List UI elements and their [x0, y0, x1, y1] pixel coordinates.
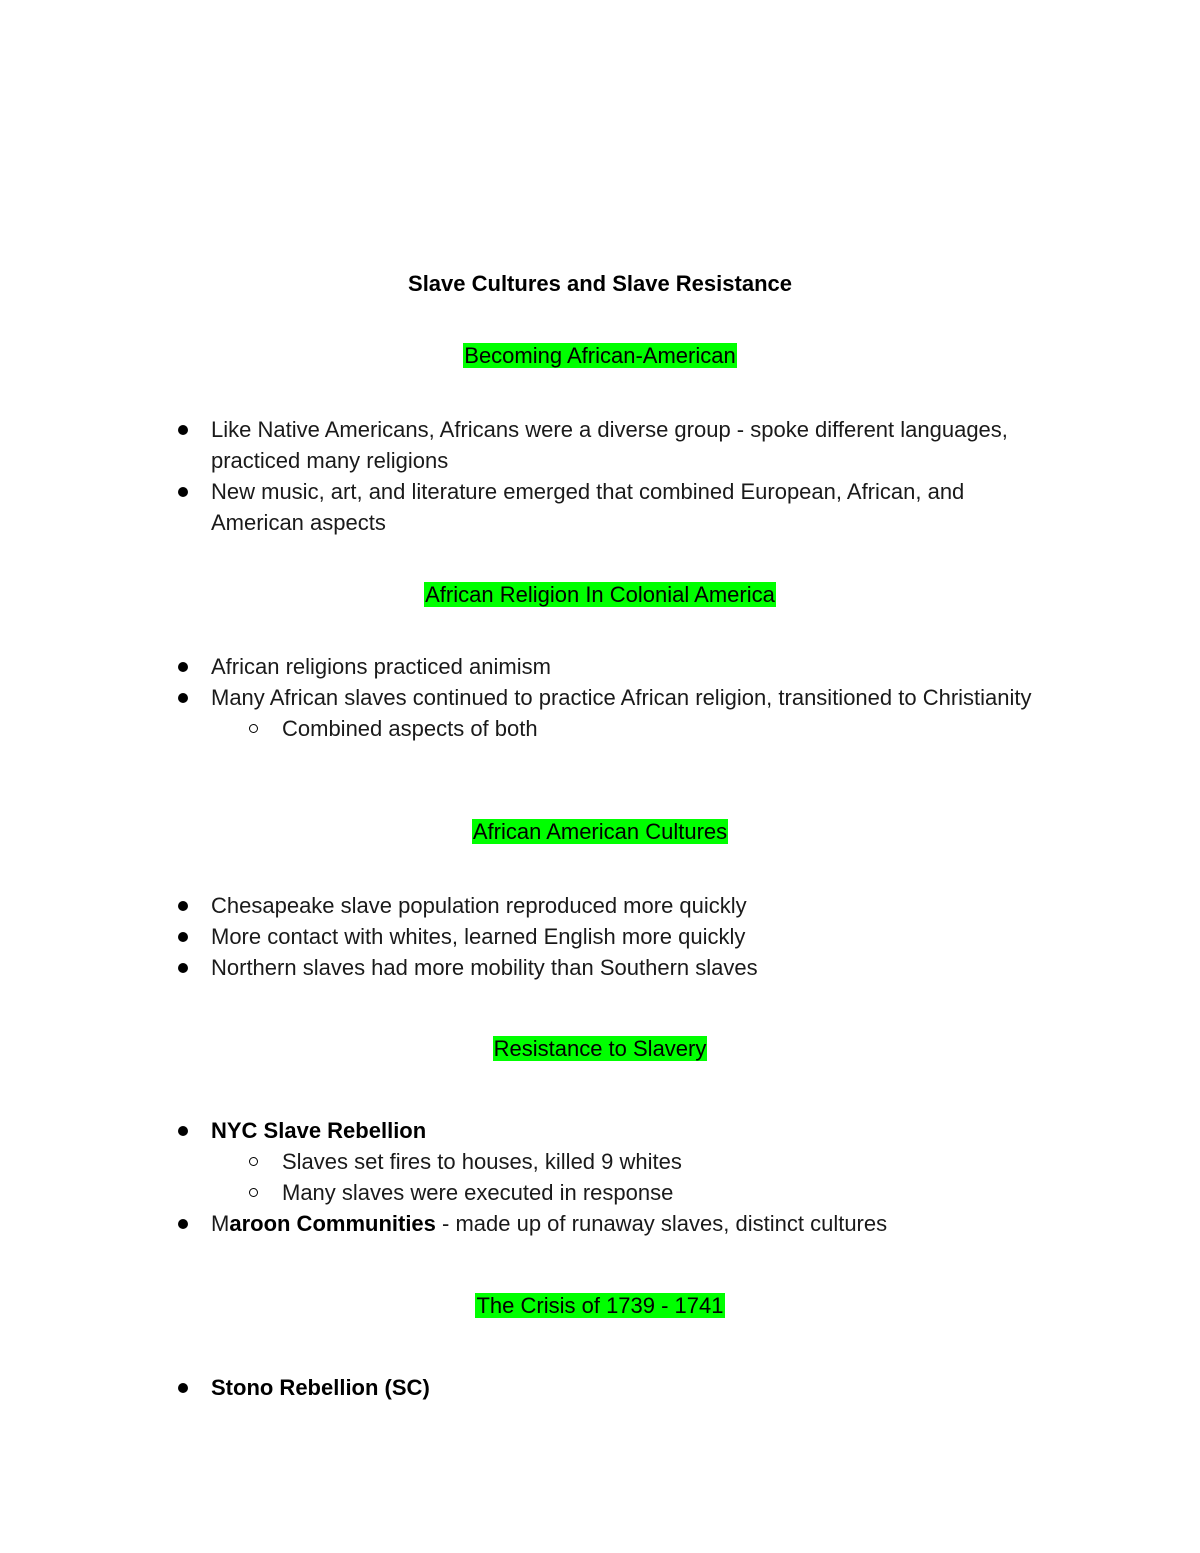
list-item: New music, art, and literature emerged that combined European, African, and American aspects: [0, 476, 1200, 538]
highlighted-heading-text: African American Cultures: [472, 819, 728, 844]
bullet-dot-icon: [178, 963, 188, 973]
list-item: Maroon Communities - made up of runaway slaves, distinct cultures: [0, 1208, 1200, 1239]
list-item: Like Native Americans, Africans were a diverse group - spoke different languages, practiced many religions: [0, 414, 1200, 476]
sub-list-item: Many slaves were executed in response: [0, 1177, 1200, 1208]
list-item: African religions practiced animism: [0, 651, 1200, 682]
bullet-dot-icon: [178, 487, 188, 497]
section-heading-religion: [0, 579, 1200, 611]
list-item: Chesapeake slave population reproduced more quickly: [0, 890, 1200, 921]
bullet-list-becoming: [0, 414, 1200, 538]
highlighted-heading-text: The Crisis of 1739 - 1741: [476, 1293, 724, 1318]
highlighted-heading-text: Becoming African-American: [464, 343, 736, 368]
section-heading-cultures: [0, 816, 1200, 848]
bullet-circle-icon: [249, 724, 258, 733]
bullet-dot-icon: [178, 1383, 188, 1393]
bullet-dot-icon: [178, 1219, 188, 1229]
bullet-dot-icon: [178, 901, 188, 911]
bullet-dot-icon: [178, 693, 188, 703]
list-item: More contact with whites, learned English more quickly: [0, 921, 1200, 952]
bullet-list-cultures: [0, 890, 1200, 983]
bullet-circle-icon: [249, 1157, 258, 1166]
bullet-dot-icon: [178, 932, 188, 942]
bullet-list-resistance: [0, 1115, 1200, 1239]
bullet-list-crisis: [0, 1372, 1200, 1403]
section-heading-becoming: [0, 340, 1200, 372]
highlighted-heading-text: Resistance to Slavery: [493, 1036, 707, 1061]
bullet-dot-icon: [178, 1126, 188, 1136]
bullet-dot-icon: [178, 662, 188, 672]
section-heading-crisis: [0, 1290, 1200, 1322]
sub-list-item: Combined aspects of both: [0, 713, 1200, 744]
bullet-circle-icon: [249, 1188, 258, 1197]
list-item: Northern slaves had more mobility than Southern slaves: [0, 952, 1200, 983]
sub-list-item: Slaves set fires to houses, killed 9 whites: [0, 1146, 1200, 1177]
bullet-list-religion: [0, 651, 1200, 744]
section-heading-resistance: [0, 1033, 1200, 1065]
document-title: Slave Cultures and Slave Resistance: [408, 271, 792, 296]
highlighted-heading-text: African Religion In Colonial America: [425, 582, 775, 607]
list-item: Stono Rebellion (SC): [0, 1372, 1200, 1403]
list-item: NYC Slave Rebellion: [0, 1115, 1200, 1146]
list-item: Many African slaves continued to practice African religion, transitioned to Christianity: [0, 682, 1200, 713]
bullet-dot-icon: [178, 425, 188, 435]
